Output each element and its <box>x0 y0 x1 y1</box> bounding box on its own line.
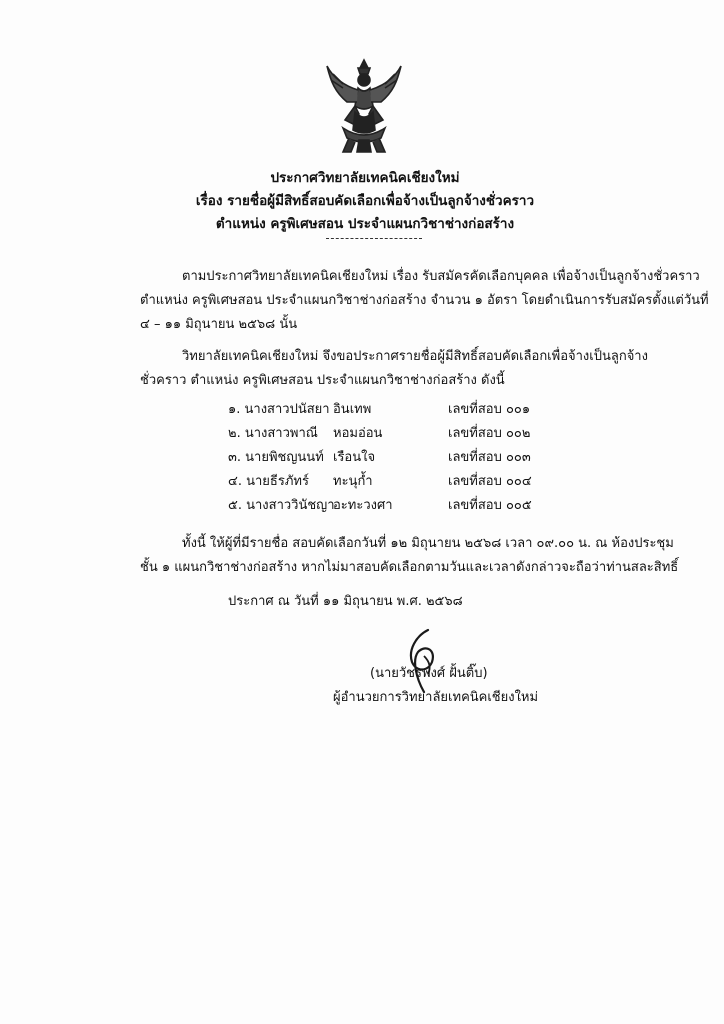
candidate-name: ๔. นายธีรภัทร์ <box>228 474 309 489</box>
para2-line1: วิทยาลัยเทคนิคเชียงใหม่ จึงขอประกาศรายชื่อผู้มีสิทธิ์สอบคัดเลือกเพื่อจ้างเป็นลูกจ้าง <box>182 349 648 364</box>
candidate-exam-number: เลขที่สอบ ๐๐๕ <box>448 498 532 513</box>
announcement-title: ประกาศวิทยาลัยเทคนิคเชียงใหม่ <box>270 170 460 186</box>
candidate-name: ๕. นางสาววินัชญา <box>228 498 335 513</box>
announcement-position: ตำแหน่ง ครูพิเศษสอน ประจำแผนกวิชาช่างก่อสร้าง <box>215 216 515 232</box>
para1-line3: ๔ – ๑๑ มิถุนายน ๒๕๖๘ นั้น <box>140 317 298 332</box>
candidate-exam-number: เลขที่สอบ ๐๐๒ <box>448 426 531 441</box>
candidate-name: ๑. นางสาวปนัสยา <box>228 402 330 417</box>
header-divider <box>326 238 422 239</box>
candidate-surname: เรือนใจ <box>333 450 376 465</box>
candidate-exam-number: เลขที่สอบ ๐๐๔ <box>448 474 532 489</box>
garuda-emblem <box>325 58 403 156</box>
candidate-surname: หอมอ่อน <box>333 426 383 441</box>
para2-line2: ชั่วคราว ตำแหน่ง ครูพิเศษสอน ประจำแผนกวิชาช่างก่อสร้าง ดังนี้ <box>140 373 505 388</box>
para3-line2: ชั้น ๑ แผนกวิชาช่างก่อสร้าง หากไม่มาสอบคัดเลือกตามวันและเวลาดังกล่าวจะถือว่าท่านสละสิทธิ์ <box>140 560 679 575</box>
candidate-name: ๓. นายพิชญนนท์ <box>228 450 324 465</box>
signatory-name: (นายวัชรพงศ์ ฝั้นติ๊บ) <box>370 666 488 681</box>
candidate-exam-number: เลขที่สอบ ๐๐๓ <box>448 450 531 465</box>
candidate-surname: อินเทพ <box>333 402 372 417</box>
candidate-name: ๒. นางสาวพาณี <box>228 426 318 441</box>
para1-line2: ตำแหน่ง ครูพิเศษสอน ประจำแผนกวิชาช่างก่อสร้าง จำนวน ๑ อัตรา โดยดำเนินการรับสมัครตั้งแต่วันที่ <box>140 293 709 308</box>
candidate-exam-number: เลขที่สอบ ๐๐๑ <box>448 402 531 417</box>
signatory-position: ผู้อำนวยการวิทยาลัยเทคนิคเชียงใหม่ <box>333 690 539 705</box>
candidate-surname: ทะนุก้ำ <box>333 474 373 489</box>
announcement-date: ประกาศ ณ วันที่ ๑๑ มิถุนายน พ.ศ. ๒๕๖๘ <box>228 594 463 609</box>
candidate-surname: อะทะวงศา <box>333 498 393 513</box>
para1-line1: ตามประกาศวิทยาลัยเทคนิคเชียงใหม่ เรื่อง รับสมัครคัดเลือกบุคคล เพื่อจ้างเป็นลูกจ้างชั่วคราว <box>182 269 700 284</box>
announcement-subject: เรื่อง รายชื่อผู้มีสิทธิ์สอบคัดเลือกเพื่อจ้างเป็นลูกจ้างชั่วคราว <box>195 193 535 209</box>
para3-line1: ทั้งนี้ ให้ผู้ที่มีรายชื่อ สอบคัดเลือกวันที่ ๑๒ มิถุนายน ๒๕๖๘ เวลา ๐๙.๐๐ น. ณ ห้องประชุม <box>182 536 674 551</box>
